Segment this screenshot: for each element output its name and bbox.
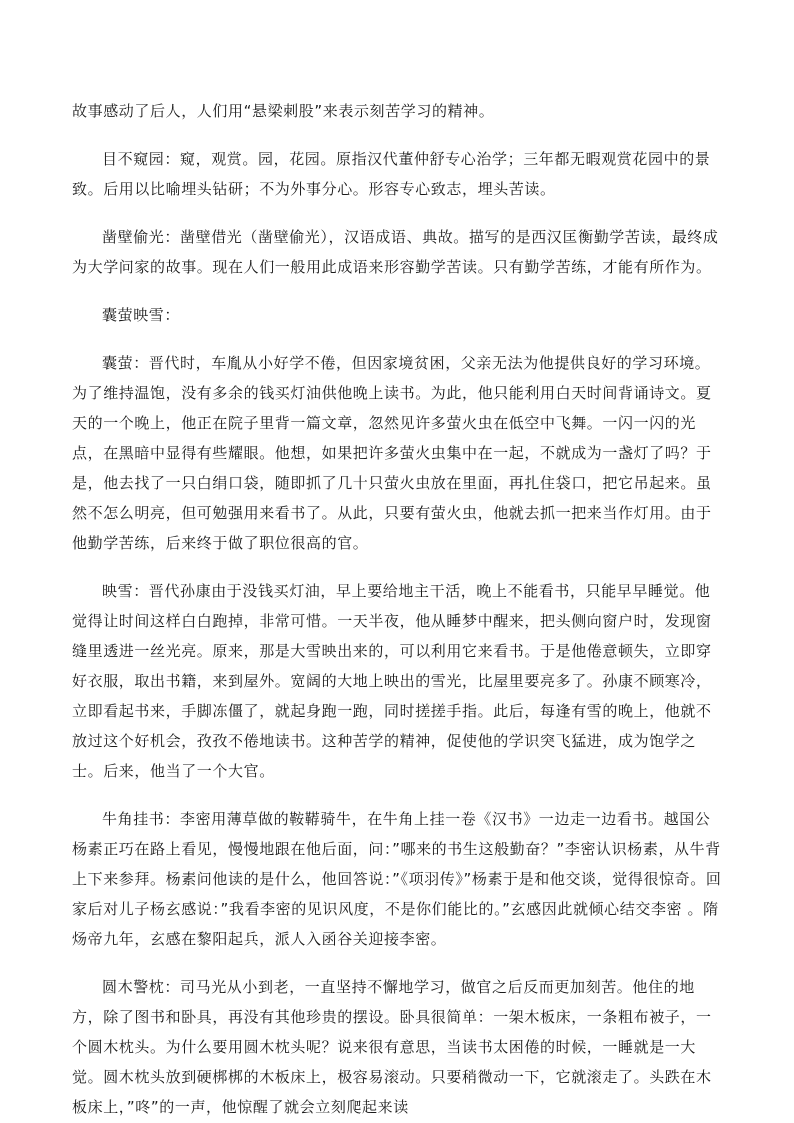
paragraph-zaobitouguang: 凿壁偷光：凿壁借光（凿壁偷光），汉语成语、典故。描写的是西汉匡衡勤学苦读，最终成为大学问家的故事。现在人们一般用此成语来形容勤学苦读。只有勤学苦练，才能有所作为。 xyxy=(72,228,719,276)
paragraph-mubukuiyuan: 目不窥园：窥，观赏。园，花园。原指汉代董仲舒专心治学；三年都无暇观赏花园中的景致。后用以比喻埋头钻研；不为外事分心。形容专心致志，埋头苦读。 xyxy=(72,150,711,198)
paragraph-gap xyxy=(72,786,724,804)
document-body xyxy=(72,96,724,1122)
paragraph-niujiaoguashu: 牛角挂书：李密用薄草做的鞍鞯骑牛，在牛角上挂一卷《汉书》一边走一边看书。越国公杨素正巧在路上看见，慢慢地跟在他后面，问：”哪来的书生这般勤奋？”李密认识杨素，从牛背上下来参拜。杨素问他读的是什么，他回答说：”《项羽传》”杨素于是和他交谈，觉得很惊奇。回家后对儿子杨玄感说：”我看李密的见识风度，不是你们能比的。”玄感因此就倾心结交李密 。隋炀帝九年，玄感在黎阳起兵，派人入函谷关迎接李密。 xyxy=(72,810,722,948)
paragraph-yingxue: 映雪：晋代孙康由于没钱买灯油，早上要给地主干活，晚上不能看书，只能早早睡觉。他觉得让时间这样白白跑掉，非常可惜。一天半夜，他从睡梦中醒来，把头侧向窗户时，发现窗缝里透进一丝光亮。原来，那是大雪映出来的，可以利用它来看书。于是他倦意顿失，立即穿好衣服，取出书籍，来到屋外。宽阔的大地上映出的雪光，比屋里要亮多了。孙康不顾寒冷，立即看起书来，手脚冻僵了，就起身跑一跑，同时搓搓手指。此后，每逢有雪的晚上，他就不放过这个好机会，孜孜不倦地读书。这种苦学的精神，促使他的学识突飞猛进，成为饱学之士。后来，他当了一个大官。 xyxy=(72,582,712,780)
paragraph-gap xyxy=(72,282,724,300)
paragraph-gap xyxy=(72,204,724,222)
paragraph-gap xyxy=(72,330,724,348)
paragraph-xuanliang-ending: 故事感动了后人，人们用“悬梁刺股”来表示刻苦学习的精神。 xyxy=(72,102,495,120)
section-heading-nangyingyingxue: 囊萤映雪： xyxy=(102,306,181,324)
paragraph-gap xyxy=(72,558,724,576)
paragraph-nangying: 囊萤：晋代时，车胤从小好学不倦，但因家境贫困，父亲无法为他提供良好的学习环境。为了维持温饱，没有多余的钱买灯油供他晚上读书。为此，他只能利用白天时间背诵诗文。夏天的一个晚上，他正在院子里背一篇文章，忽然见许多萤火虫在低空中飞舞。一闪一闪的光点，在黑暗中显得有些耀眼。他想，如果把许多萤火虫集中在一起，不就成为一盏灯了吗？于是，他去找了一只白绢口袋，随即抓了几十只萤火虫放在里面，再扎住袋口，把它吊起来。虽然不怎么明亮，但可勉强用来看书了。从此，只要有萤火虫，他就去抓一把来当作灯用。由于他勤学苦练，后来终于做了职位很高的官。 xyxy=(72,354,712,552)
paragraph-gap xyxy=(72,954,724,972)
paragraph-gap xyxy=(72,126,724,144)
paragraph-yuanmujingzhen: 圆木警枕：司马光从小到老，一直坚持不懈地学习，做官之后反而更加刻苦。他住的地方，除了图书和卧具，再没有其他珍贵的摆设。卧具很简单：一架木板床，一条粗布被子，一个圆木枕头。为什么要用圆木枕头呢？说来很有意思，当读书太困倦的时候，一睡就是一大觉。圆木枕头放到硬梆梆的木板床上，极容易滚动。只要稍微动一下，它就滚走了。头跌在木板床上，”咚”的一声，他惊醒了就会立刻爬起来读 xyxy=(72,978,712,1116)
